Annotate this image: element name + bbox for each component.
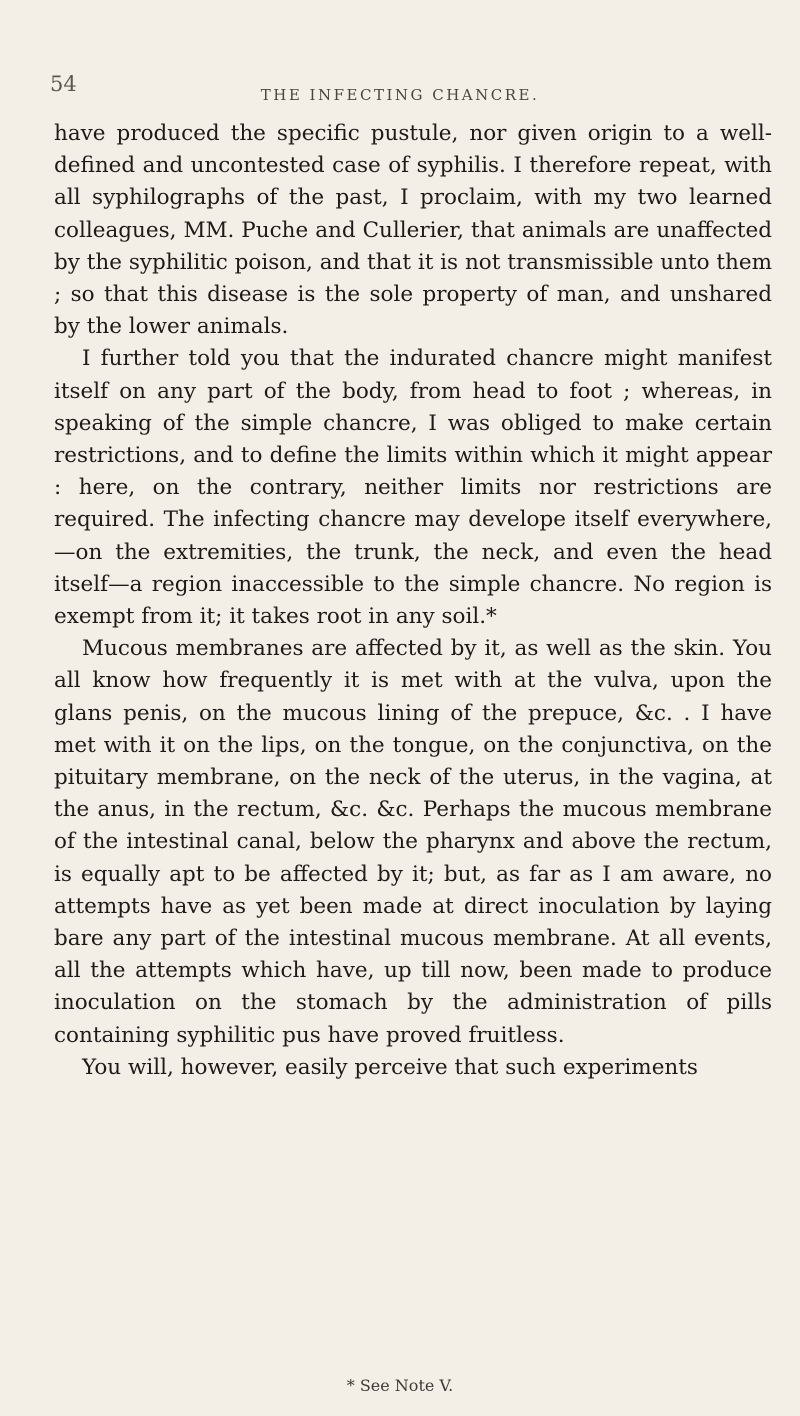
footnote: * See Note V. (346, 1376, 454, 1395)
paragraph-1: have produced the specific pustule, nor given origin to a well-defined and uncontested case of syphilis. I therefore repeat, with all syphilographs of the past, I proclaim, with my two learned colleagues, MM. Puche and Cullerier, that animals are unaffected by the syphilitic poison, and that it is not transmissible unto them ; so that this disease is the sole property of man, and unshared by the lower animals. (54, 121, 772, 340)
running-head: THE INFECTING CHANCRE. (260, 86, 540, 104)
paragraph-3: Mucous membranes are affected by it, as well as the skin. You all know how frequently it is met with at the vulva, upon the glans penis, on the mucous lining of the prepuce, &c. . I have met with it on the lips, on the tongue, on the conjunctiva, on the pituitary membrane, on the neck of the uterus, in the vagina, at the anus, in the rectum, &c. &c. Perhaps the mucous membrane of the intestinal canal, below the pharynx and above the rectum, is equally apt to be affected by it; but, as far as I am aware, no attempts have as yet been made at direct inoculation by laying bare any part of the intestinal mucous membrane. At all events, all the attempts which have, up till now, been made to produce inoculation on the stomach by the administration of pills containing syphilitic pus have proved fruitless. (54, 636, 772, 1048)
paragraph-2: I further told you that the indurated chancre might manifest itself on any part of the body, from head to foot ; whereas, in speaking of the simple chancre, I was obliged to make certain restrictions, and to define the limits within which it might appear : here, on the contrary, neither limits nor restrictions are required. The infecting chancre may develope itself everywhere,—on the extremities, the trunk, the neck, and even the head itself—a region inaccessible to the simple chancre. No region is exempt from it; it takes root in any soil.* (54, 346, 772, 630)
paragraph-4: You will, however, easily perceive that such experiments (82, 1054, 698, 1080)
body-text (54, 118, 772, 1084)
page-number: 54 (50, 72, 77, 96)
